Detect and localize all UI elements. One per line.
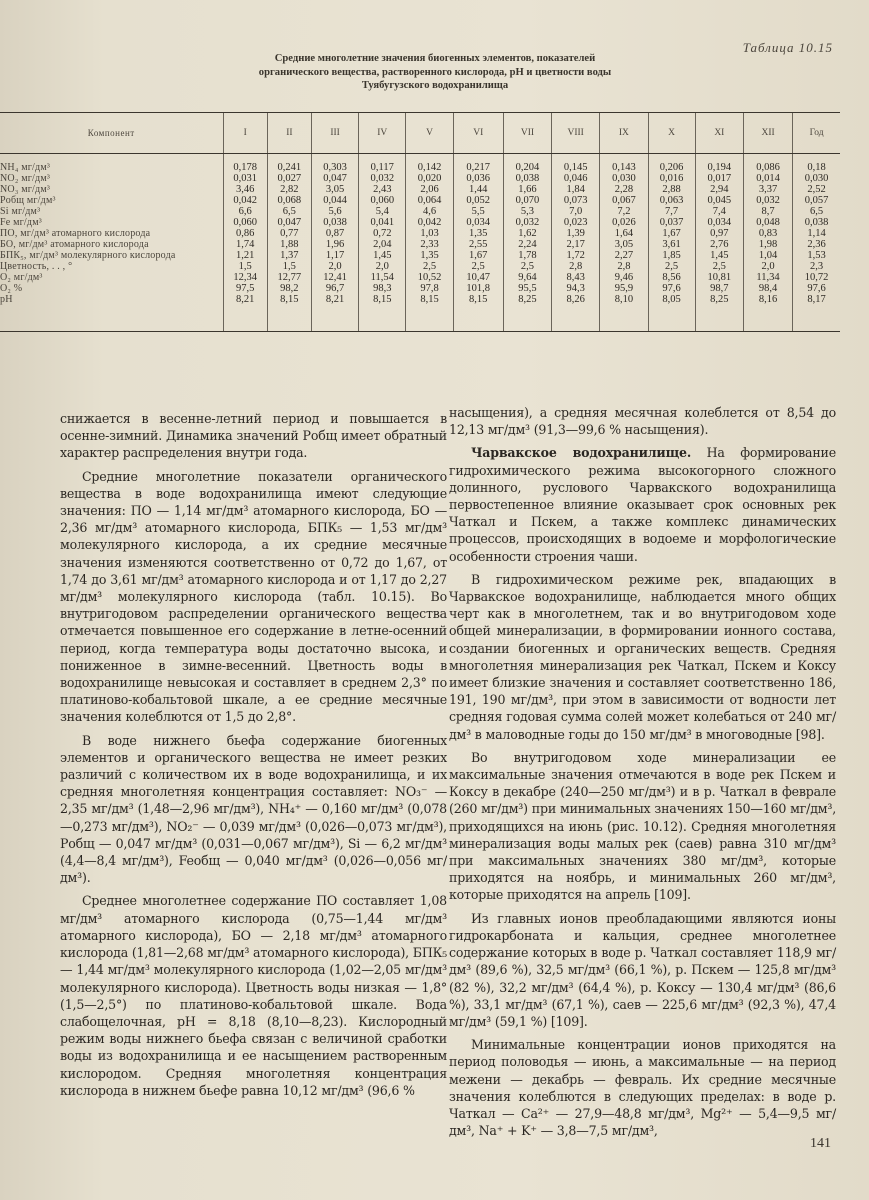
table-cell: 2,5 bbox=[648, 261, 695, 272]
table-cell: 5,6 bbox=[311, 206, 358, 217]
paragraph: Минимальные концентрации ионов приходятся на период половодья — июнь, а максимальные — на период межени — декабрь — февраль. Их средние месячные значения колеблются в следующих пределах: в воде р. Чаткал — Ca²⁺ — 27,9—48,8 мг/дм³, Mg²⁺ — 5,4—9,5 мг/дм³, Na⁺ + K⁺ — 3,8—7,5 мг/дм³, bbox=[449, 1037, 836, 1139]
table-cell: 95,5 bbox=[503, 283, 551, 294]
paragraph: Среднее многолетнее содержание ПО составляет 1,08 мг/дм³ атомарного кислорода (0,75—1,44 мг/дм³ атомарного кислорода), БО — 2,18 мг/дм³ атомарного кислорода (1,81—2,68 мг/дм³ атомарного кислорода), БПК₅ — 1,44 мг/дм³ молекулярного кислорода (1,02—2,05 мг/дм³ молекулярного кислорода). Цветность воды низкая — 1,8° (1,5—2,5°) по платиново-кобальтовой шкале. Вода слабощелочная, pH = 8,18 (8,10—8,23). Кислородный режим воды нижнего бьефа связан с величиной сработки воды из водохранилища и ее насыщением растворенным кислородом. Средняя многолетняя концентрация кислорода в нижнем бьефе равна 10,12 мг/дм³ (96,6 % bbox=[60, 893, 447, 1098]
table-cell: 0,77 bbox=[267, 228, 311, 239]
table-row bbox=[0, 154, 840, 174]
table-cell: 98,3 bbox=[359, 283, 406, 294]
table-cell: 2,27 bbox=[600, 250, 648, 261]
table-cell: 8,56 bbox=[648, 272, 695, 283]
row-label: Si мг/дм³ bbox=[0, 206, 41, 217]
table-cell: 0,86 bbox=[223, 228, 267, 239]
table-number: Таблица 10.15 bbox=[742, 40, 833, 55]
table-cell: 8,10 bbox=[600, 294, 648, 332]
left-text-column bbox=[60, 410, 447, 1099]
table-cell: 2,5 bbox=[503, 261, 551, 272]
table-cell: 0,060 bbox=[359, 195, 406, 206]
table-cell: 1,5 bbox=[267, 261, 311, 272]
table-cell: 96,7 bbox=[311, 283, 358, 294]
table-cell: 0,030 bbox=[600, 173, 648, 184]
table-cell: 2,82 bbox=[267, 184, 311, 195]
table-row bbox=[0, 184, 840, 195]
table-cell: 1,39 bbox=[552, 228, 600, 239]
table-cell: 0,303 bbox=[311, 154, 358, 174]
table-cell: 11,34 bbox=[743, 272, 792, 283]
table-cell: 9,46 bbox=[600, 272, 648, 283]
table-cell: 8,15 bbox=[406, 294, 453, 332]
table-header-row bbox=[0, 113, 840, 154]
table-caption bbox=[190, 52, 680, 93]
table-cell: 12,34 bbox=[223, 272, 267, 283]
table-cell: 0,030 bbox=[793, 173, 840, 184]
table-cell: 95,9 bbox=[600, 283, 648, 294]
table-cell: 1,98 bbox=[743, 239, 792, 250]
table-cell: 2,5 bbox=[453, 261, 503, 272]
table-cell: 8,15 bbox=[359, 294, 406, 332]
table-cell: 0,038 bbox=[793, 217, 840, 228]
table-cell: 0,034 bbox=[453, 217, 503, 228]
table-cell: 2,36 bbox=[793, 239, 840, 250]
table-cell: 1,67 bbox=[453, 250, 503, 261]
paragraph bbox=[449, 444, 836, 564]
table-cell: 2,8 bbox=[600, 261, 648, 272]
table-cell: 0,241 bbox=[267, 154, 311, 174]
table-cell: 0,014 bbox=[743, 173, 792, 184]
table-cell: 101,8 bbox=[453, 283, 503, 294]
table-cell: 2,24 bbox=[503, 239, 551, 250]
table-cell: 1,5 bbox=[223, 261, 267, 272]
table-cell: 0,023 bbox=[552, 217, 600, 228]
table-cell: 5,3 bbox=[503, 206, 551, 217]
table-cell: 0,18 bbox=[793, 154, 840, 174]
table-cell: 2,04 bbox=[359, 239, 406, 250]
table-cell: 0,145 bbox=[552, 154, 600, 174]
table-cell: 97,5 bbox=[223, 283, 267, 294]
table-cell: 1,72 bbox=[552, 250, 600, 261]
table-row bbox=[0, 206, 840, 217]
table-cell: 2,0 bbox=[359, 261, 406, 272]
column-header: IV bbox=[359, 113, 406, 154]
table-cell: 98,7 bbox=[695, 283, 743, 294]
table-cell: 2,0 bbox=[311, 261, 358, 272]
column-header: I bbox=[223, 113, 267, 154]
paragraph: насыщения), а средняя месячная колеблется от 8,54 до 12,13 мг/дм³ (91,3—99,6 % насыщения). bbox=[449, 405, 836, 438]
table-cell: 0,041 bbox=[359, 217, 406, 228]
table-cell: 8,15 bbox=[453, 294, 503, 332]
table-cell: 98,4 bbox=[743, 283, 792, 294]
table-cell: 2,76 bbox=[695, 239, 743, 250]
table-cell: 12,77 bbox=[267, 272, 311, 283]
column-header: II bbox=[267, 113, 311, 154]
table-row bbox=[0, 250, 840, 261]
table-cell: 8,17 bbox=[793, 294, 840, 332]
table-cell: 2,5 bbox=[695, 261, 743, 272]
table-cell: 7,4 bbox=[695, 206, 743, 217]
column-header: VII bbox=[503, 113, 551, 154]
table-cell: 0,057 bbox=[793, 195, 840, 206]
table-cell: 8,26 bbox=[552, 294, 600, 332]
table-cell: 3,46 bbox=[223, 184, 267, 195]
table-cell: 0,178 bbox=[223, 154, 267, 174]
table-cell: 0,070 bbox=[503, 195, 551, 206]
table-row bbox=[0, 283, 840, 294]
table-cell: 0,052 bbox=[453, 195, 503, 206]
table-row bbox=[0, 173, 840, 184]
table-cell: 1,17 bbox=[311, 250, 358, 261]
table-cell: 97,6 bbox=[793, 283, 840, 294]
table-cell: 3,37 bbox=[743, 184, 792, 195]
table-cell: 0,206 bbox=[648, 154, 695, 174]
table-cell: 10,52 bbox=[406, 272, 453, 283]
table-cell: 2,8 bbox=[552, 261, 600, 272]
table-cell: 2,88 bbox=[648, 184, 695, 195]
table-cell: 8,16 bbox=[743, 294, 792, 332]
table-cell: 9,64 bbox=[503, 272, 551, 283]
paragraph-text: На формирование гидрохимического режима высокогорного сложного долинного, руслового Чарвакского водохранилища первостепенное влияние оказывает срок основных рек Чаткал и Пскем, а также комплекс динамических процессов, происходящих в водоеме и морфологические особенности строения чаши. bbox=[449, 445, 836, 564]
table-cell: 7,2 bbox=[600, 206, 648, 217]
table-cell: 0,034 bbox=[695, 217, 743, 228]
table-cell: 1,45 bbox=[359, 250, 406, 261]
table-row bbox=[0, 217, 840, 228]
table-cell: 1,35 bbox=[406, 250, 453, 261]
row-label: O₂ % bbox=[0, 283, 23, 294]
section-heading: Чарвакское водохранилище. bbox=[471, 445, 692, 461]
table-cell: 8,25 bbox=[503, 294, 551, 332]
table-cell: 1,67 bbox=[648, 228, 695, 239]
table-cell: 0,97 bbox=[695, 228, 743, 239]
table-row bbox=[0, 228, 840, 239]
row-label: БО, мг/дм³ атомарного кислорода bbox=[0, 239, 149, 250]
table-cell: 0,143 bbox=[600, 154, 648, 174]
table-cell: 0,042 bbox=[406, 217, 453, 228]
table-cell: 0,032 bbox=[503, 217, 551, 228]
table-cell: 0,87 bbox=[311, 228, 358, 239]
table-cell: 8,7 bbox=[743, 206, 792, 217]
table-cell: 1,21 bbox=[223, 250, 267, 261]
table-cell: 1,85 bbox=[648, 250, 695, 261]
table-cell: 0,064 bbox=[406, 195, 453, 206]
table-cell: 2,43 bbox=[359, 184, 406, 195]
column-header: XII bbox=[743, 113, 792, 154]
table-cell: 0,042 bbox=[223, 195, 267, 206]
table-cell: 1,66 bbox=[503, 184, 551, 195]
table-cell: 10,81 bbox=[695, 272, 743, 283]
table-cell: 98,2 bbox=[267, 283, 311, 294]
table-cell: 0,72 bbox=[359, 228, 406, 239]
caption-line: Средние многолетние значения биогенных элементов, показателей bbox=[274, 53, 596, 64]
table-cell: 6,6 bbox=[223, 206, 267, 217]
table-row bbox=[0, 272, 840, 283]
caption-line: Туябугузского водохранилища bbox=[361, 80, 509, 91]
table-cell: 2,94 bbox=[695, 184, 743, 195]
table-cell: 0,017 bbox=[695, 173, 743, 184]
table-cell: 8,15 bbox=[267, 294, 311, 332]
table-cell: 1,53 bbox=[793, 250, 840, 261]
table-cell: 2,3 bbox=[793, 261, 840, 272]
table-cell: 7,0 bbox=[552, 206, 600, 217]
table-cell: 4,6 bbox=[406, 206, 453, 217]
table-cell: 0,046 bbox=[552, 173, 600, 184]
table-row bbox=[0, 239, 840, 250]
table-cell: 0,026 bbox=[600, 217, 648, 228]
table-cell: 97,8 bbox=[406, 283, 453, 294]
table-cell: 1,44 bbox=[453, 184, 503, 195]
table-cell: 0,83 bbox=[743, 228, 792, 239]
paragraph: В воде нижнего бьефа содержание биогенных элементов и органического вещества не имеет резких различий с количеством их в воде водохранилища, и их средняя многолетняя концентрация составляет: NO₃⁻ — 2,35 мг/дм³ (1,48—2,96 мг/дм³), NH₄⁺ — 0,160 мг/дм³ (0,078—0,273 мг/дм³), NO₂⁻ — 0,039 мг/дм³ (0,026—0,073 мг/дм³), Pобщ — 0,047 мг/дм³ (0,031—0,067 мг/дм³), Si — 6,2 мг/дм³ (4,4—8,4 мг/дм³), Feобщ — 0,040 мг/дм³ (0,026—0,056 мг/дм³). bbox=[60, 732, 447, 886]
table-cell: 11,54 bbox=[359, 272, 406, 283]
table-cell: 0,045 bbox=[695, 195, 743, 206]
table-cell: 3,05 bbox=[311, 184, 358, 195]
table-cell: 1,64 bbox=[600, 228, 648, 239]
column-header: VI bbox=[453, 113, 503, 154]
table-cell: 1,14 bbox=[793, 228, 840, 239]
table-cell: 5,4 bbox=[359, 206, 406, 217]
paragraph: Средние многолетние показатели органического вещества в воде водохранилища имеют следующие значения: ПО — 1,14 мг/дм³ атомарного кислорода, БО — 2,36 мг/дм³ атомарного кислорода, БПК₅ — 1,53 мг/дм³ молекулярного кислорода, а их средние месячные значения изменяются соответственно от 0,72 до 1,67, от 1,74 до 3,61 мг/дм³ атомарного кислорода и от 1,17 до 2,27 мг/дм³ молекулярного кислорода (табл. 10.15). Во внутригодовом распределении органического вещества отмечается повышенное его содержание в летне-осенний период, когда температура воды достаточно высока, и пониженное в зимне-весенний. Цветность воды в водохранилище невысокая и составляет в среднем 2,3° по платиново-кобальтовой шкале, а ее средние месячные значения колеблются от 1,5 до 2,8°. bbox=[60, 468, 447, 725]
table-cell: 1,62 bbox=[503, 228, 551, 239]
table-cell: 0,044 bbox=[311, 195, 358, 206]
table-cell: 0,142 bbox=[406, 154, 453, 174]
table-cell: 6,5 bbox=[267, 206, 311, 217]
table-cell: 2,52 bbox=[793, 184, 840, 195]
table-cell: 0,067 bbox=[600, 195, 648, 206]
table-cell: 6,5 bbox=[793, 206, 840, 217]
data-table bbox=[0, 112, 840, 332]
table-row bbox=[0, 261, 840, 272]
paragraph: снижается в весенне-летний период и повышается в осенне-зимний. Динамика значений Pобщ имеет обратный характер распределения внутри года. bbox=[60, 411, 447, 461]
table-cell: 8,43 bbox=[552, 272, 600, 283]
table-cell: 3,05 bbox=[600, 239, 648, 250]
table-cell: 0,032 bbox=[359, 173, 406, 184]
column-header: Год bbox=[793, 113, 840, 154]
table-cell: 1,03 bbox=[406, 228, 453, 239]
table-cell: 0,086 bbox=[743, 154, 792, 174]
table-cell: 97,6 bbox=[648, 283, 695, 294]
table-cell: 1,35 bbox=[453, 228, 503, 239]
table-cell: 1,96 bbox=[311, 239, 358, 250]
table-cell: 2,28 bbox=[600, 184, 648, 195]
table-cell: 7,7 bbox=[648, 206, 695, 217]
column-header-component: Компонент bbox=[0, 113, 223, 154]
paragraph: В гидрохимическом режиме рек, впадающих в Чарвакское водохранилище, наблюдается много общих черт как в многолетнем, так и во внутригодовом ходе общей минерализации, в формировании ионного состава, создании биогенных и органических веществ. Средняя многолетняя минерализация рек Чаткал, Пскем и Коксу имеет близкие значения и составляет соответственно 186, 191, 190 мг/дм³, при этом в зависимости от водности лет средняя годовая сумма солей может колебаться от 240 мг/дм³ в маловодные годы до 150 мг/дм³ в многоводные [98]. bbox=[449, 571, 836, 742]
table-cell: 1,74 bbox=[223, 239, 267, 250]
row-label: Цветность, . . , ° bbox=[0, 261, 73, 272]
table-cell: 0,073 bbox=[552, 195, 600, 206]
column-header: VIII bbox=[552, 113, 600, 154]
table-cell: 0,063 bbox=[648, 195, 695, 206]
table-cell: 0,204 bbox=[503, 154, 551, 174]
column-header: XI bbox=[695, 113, 743, 154]
table-cell: 0,032 bbox=[743, 195, 792, 206]
table-cell: 1,45 bbox=[695, 250, 743, 261]
table-cell: 3,61 bbox=[648, 239, 695, 250]
table-cell: 0,117 bbox=[359, 154, 406, 174]
table-cell: 0,020 bbox=[406, 173, 453, 184]
table-cell: 0,047 bbox=[311, 173, 358, 184]
table-cell: 2,33 bbox=[406, 239, 453, 250]
table-cell: 0,048 bbox=[743, 217, 792, 228]
caption-line: органического вещества, растворенного кислорода, pH и цветности воды bbox=[258, 66, 612, 78]
table-cell: 94,3 bbox=[552, 283, 600, 294]
table-cell: 8,25 bbox=[695, 294, 743, 332]
table-cell: 0,194 bbox=[695, 154, 743, 174]
table-row bbox=[0, 195, 840, 206]
table-cell: 0,038 bbox=[311, 217, 358, 228]
table-cell: 8,21 bbox=[223, 294, 267, 332]
row-label: NO₃ мг/дм³ bbox=[0, 184, 51, 195]
table-cell: 8,05 bbox=[648, 294, 695, 332]
row-label: Pобщ мг/дм³ bbox=[0, 195, 56, 206]
table-cell: 1,04 bbox=[743, 250, 792, 261]
row-label: NO₂ мг/дм³ bbox=[0, 173, 51, 184]
table-cell: 1,78 bbox=[503, 250, 551, 261]
table-cell: 2,0 bbox=[743, 261, 792, 272]
table-cell: 0,217 bbox=[453, 154, 503, 174]
table-cell: 5,5 bbox=[453, 206, 503, 217]
table-cell: 12,41 bbox=[311, 272, 358, 283]
table-cell: 1,84 bbox=[552, 184, 600, 195]
right-text-column bbox=[449, 404, 836, 1139]
column-header: III bbox=[311, 113, 358, 154]
table-cell: 0,031 bbox=[223, 173, 267, 184]
table-cell: 0,016 bbox=[648, 173, 695, 184]
table-cell: 0,038 bbox=[503, 173, 551, 184]
table-cell: 2,55 bbox=[453, 239, 503, 250]
paragraph: Из главных ионов преобладающими являются ионы гидрокарбоната и кальция, среднее многолетнее содержание которых в воде р. Чаткал составляет 118,9 мг/дм³ (89,6 %), 32,5 мг/дм³ (66,1 %), р. Пскем — 125,8 мг/дм³ (82 %), 32,2 мг/дм³ (64,4 %), р. Коксу — 130,4 мг/дм³ (86,6 %), 33,1 мг/дм³ (67,1 %), саев — 225,6 мг/дм³ (92,3 %), 47,4 мг/дм³ (59,1 %) [109]. bbox=[449, 910, 836, 1029]
table-cell: 10,72 bbox=[793, 272, 840, 283]
table-cell: 10,47 bbox=[453, 272, 503, 283]
table-cell: 0,027 bbox=[267, 173, 311, 184]
paragraph: Во внутригодовом ходе минерализации ее максимальные значения отмечаются в воде рек Пскем и Коксу в декабре (240—250 мг/дм³) и в р. Чаткал в феврале (260 мг/дм³) при минимальных значениях 150—160 мг/дм³, приходящихся на июнь (рис. 10.12). Средняя многолетняя минерализация воды малых рек (саев) равна 310 мг/дм³ при максимальных значениях 380 мг/дм³, которые приходятся на ноябрь, и минимальных 260 мг/дм³, которые приходятся на апрель [109]. bbox=[449, 749, 836, 903]
row-label: БПК₅, мг/дм³ молекулярного кислорода bbox=[0, 250, 176, 261]
table-cell: 0,068 bbox=[267, 195, 311, 206]
row-label: O₂ мг/дм³ bbox=[0, 272, 43, 283]
data-table-wrapper bbox=[0, 112, 869, 402]
table-cell: 1,88 bbox=[267, 239, 311, 250]
table-cell: 0,036 bbox=[453, 173, 503, 184]
table-cell: 0,047 bbox=[267, 217, 311, 228]
table-cell: 2,06 bbox=[406, 184, 453, 195]
column-header: IX bbox=[600, 113, 648, 154]
table-cell: 0,060 bbox=[223, 217, 267, 228]
table-row bbox=[0, 294, 840, 332]
table-cell: 2,5 bbox=[406, 261, 453, 272]
row-label: Fe мг/дм³ bbox=[0, 217, 42, 228]
row-label: NH₄ мг/дм³ bbox=[0, 162, 51, 173]
column-header: V bbox=[406, 113, 453, 154]
table-cell: 1,37 bbox=[267, 250, 311, 261]
page-number: 141 bbox=[810, 1136, 831, 1151]
table-cell: 2,17 bbox=[552, 239, 600, 250]
row-label: ПО, мг/дм³ атомарного кислорода bbox=[0, 228, 151, 239]
table-cell: 0,037 bbox=[648, 217, 695, 228]
row-label: pH bbox=[0, 294, 223, 332]
column-header: X bbox=[648, 113, 695, 154]
table-cell: 8,21 bbox=[311, 294, 358, 332]
